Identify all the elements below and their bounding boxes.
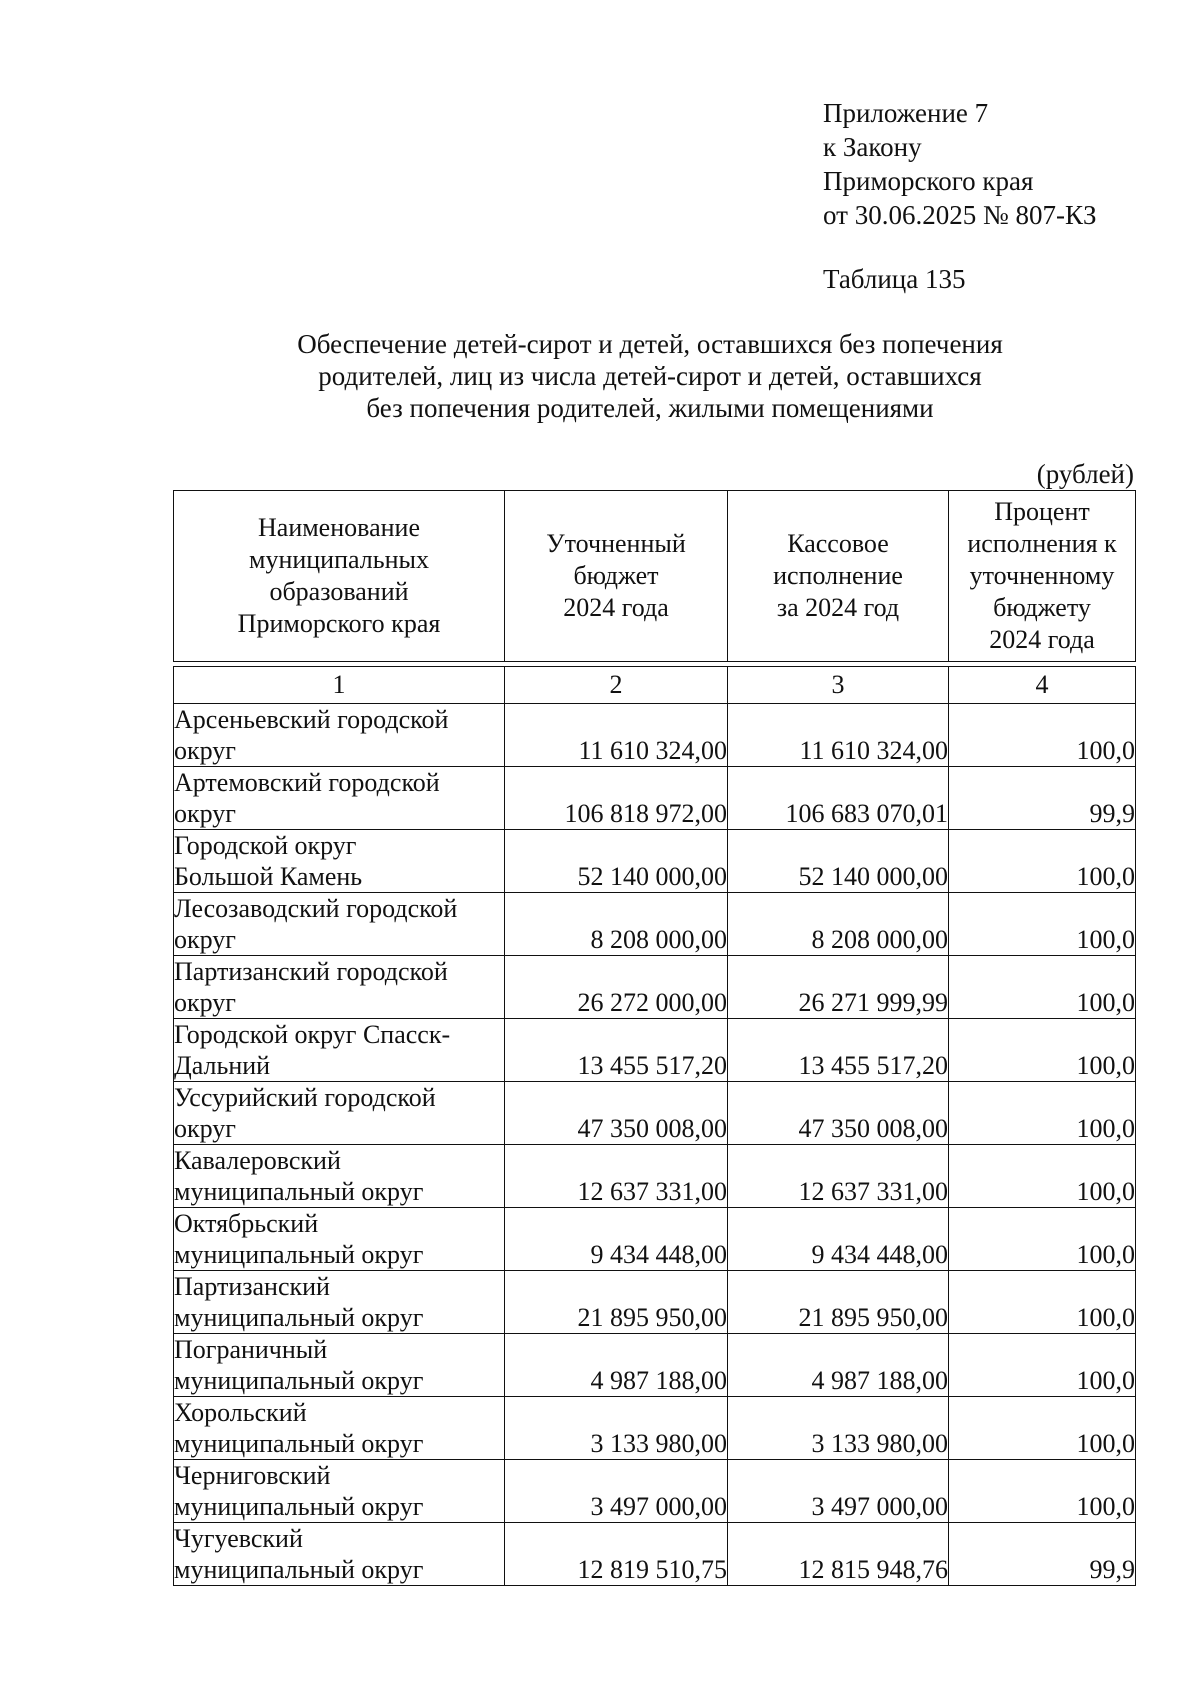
municipality-name-line: округ: [174, 925, 236, 954]
table-row: [174, 830, 1136, 893]
header-text: Кассовое: [787, 529, 889, 558]
municipality-name: [174, 830, 505, 893]
title-line: родителей, лиц из числа детей-сирот и детей, оставшихся: [318, 361, 982, 391]
municipality-name: [174, 767, 505, 830]
executed-value: 4 987 188,00: [728, 1334, 949, 1397]
budget-value: 21 895 950,00: [505, 1271, 728, 1334]
municipality-name: [174, 1523, 505, 1586]
municipality-name: [174, 1208, 505, 1271]
appendix-line: от 30.06.2025 № 807-КЗ: [823, 200, 1097, 230]
percent-value: 100,0: [949, 704, 1136, 767]
municipality-name-line: Октябрьский: [174, 1209, 319, 1238]
budget-value: 52 140 000,00: [505, 830, 728, 893]
municipality-name: [174, 704, 505, 767]
executed-value: 8 208 000,00: [728, 893, 949, 956]
municipality-name: [174, 1460, 505, 1523]
executed-value: 3 497 000,00: [728, 1460, 949, 1523]
header-text: уточненному: [969, 561, 1115, 590]
column-number: 4: [949, 667, 1136, 704]
percent-value: 100,0: [949, 1334, 1136, 1397]
document-title: [200, 328, 1100, 424]
budget-value: 106 818 972,00: [505, 767, 728, 830]
municipality-name: [174, 1334, 505, 1397]
executed-value: 13 455 517,20: [728, 1019, 949, 1082]
header-text: за 2024 год: [776, 593, 900, 622]
budget-value: 11 610 324,00: [505, 704, 728, 767]
budget-value: 3 133 980,00: [505, 1397, 728, 1460]
municipality-name-line: Большой Камень: [174, 862, 363, 891]
municipality-name-line: Арсеньевский городской: [174, 705, 449, 734]
table-row: [174, 1334, 1136, 1397]
percent-value: 100,0: [949, 1019, 1136, 1082]
municipality-name-line: Кавалеровский: [174, 1146, 341, 1175]
table-row: [174, 1460, 1136, 1523]
budget-value: 8 208 000,00: [505, 893, 728, 956]
table-row: [174, 956, 1136, 1019]
header-text: бюджет: [573, 561, 659, 590]
budget-value: 26 272 000,00: [505, 956, 728, 1019]
executed-value: 11 610 324,00: [728, 704, 949, 767]
municipality-name-line: муниципальный округ: [174, 1555, 424, 1584]
header-text: образований: [269, 577, 409, 606]
title-line: без попечения родителей, жилыми помещениями: [366, 393, 934, 423]
table-row: [174, 1397, 1136, 1460]
municipality-name-line: Городской округ Спасск-: [174, 1020, 451, 1049]
municipality-name-line: округ: [174, 988, 236, 1017]
budget-value: 4 987 188,00: [505, 1334, 728, 1397]
percent-value: 100,0: [949, 893, 1136, 956]
percent-value: 99,9: [949, 1523, 1136, 1586]
municipality-name-line: Городской округ: [174, 831, 357, 860]
municipality-name: [174, 1145, 505, 1208]
municipality-name-line: Артемовский городской: [174, 768, 440, 797]
percent-value: 99,9: [949, 767, 1136, 830]
header-percent: [949, 491, 1136, 662]
municipality-name-line: Хорольский: [174, 1398, 307, 1427]
percent-value: 100,0: [949, 1082, 1136, 1145]
header-text: 2024 года: [563, 593, 669, 622]
budget-value: 3 497 000,00: [505, 1460, 728, 1523]
header-text: исполнение: [773, 561, 903, 590]
municipality-name-line: муниципальный округ: [174, 1366, 424, 1395]
budget-value: 13 455 517,20: [505, 1019, 728, 1082]
percent-value: 100,0: [949, 956, 1136, 1019]
table-row: [174, 893, 1136, 956]
header-text: Уточненный: [546, 529, 686, 558]
municipality-name-line: округ: [174, 799, 236, 828]
header-text: исполнения к: [967, 529, 1117, 558]
municipality-name: [174, 893, 505, 956]
executed-value: 3 133 980,00: [728, 1397, 949, 1460]
executed-value: 26 271 999,99: [728, 956, 949, 1019]
budget-value: 12 819 510,75: [505, 1523, 728, 1586]
percent-value: 100,0: [949, 1145, 1136, 1208]
table-row: [174, 704, 1136, 767]
table-row: [174, 1082, 1136, 1145]
municipality-name-line: муниципальный округ: [174, 1240, 424, 1269]
table-header-row: [174, 491, 1136, 662]
percent-value: 100,0: [949, 1460, 1136, 1523]
header-text: Приморского края: [237, 609, 441, 638]
table-row: [174, 1271, 1136, 1334]
municipality-name-line: Чугуевский: [174, 1524, 303, 1553]
budget-value: 9 434 448,00: [505, 1208, 728, 1271]
header-text: Наименование: [258, 513, 420, 542]
budget-value: 12 637 331,00: [505, 1145, 728, 1208]
column-number: 3: [728, 667, 949, 704]
header-executed: [728, 491, 949, 662]
municipality-name-line: округ: [174, 736, 236, 765]
municipality-name: [174, 1082, 505, 1145]
appendix-block: [823, 96, 1096, 232]
title-line: Обеспечение детей-сирот и детей, оставшихся без попечения: [297, 329, 1003, 359]
header-text: бюджету: [993, 593, 1091, 622]
table-row: [174, 1208, 1136, 1271]
executed-value: 47 350 008,00: [728, 1082, 949, 1145]
appendix-line: Приложение 7: [823, 98, 989, 128]
table-body: [174, 704, 1136, 1586]
municipality-name: [174, 1019, 505, 1082]
percent-value: 100,0: [949, 830, 1136, 893]
executed-value: 21 895 950,00: [728, 1271, 949, 1334]
table-row: [174, 1019, 1136, 1082]
executed-value: 12 637 331,00: [728, 1145, 949, 1208]
appendix-line: к Закону: [823, 132, 922, 162]
header-text: 2024 года: [989, 625, 1095, 654]
municipality-name: [174, 956, 505, 1019]
header-municipality: [174, 491, 505, 662]
municipality-name-line: Лесозаводский городской: [174, 894, 458, 923]
table-number: Таблица 135: [823, 264, 966, 294]
municipality-name-line: округ: [174, 1114, 236, 1143]
appendix-line: Приморского края: [823, 166, 1034, 196]
header-text: Процент: [994, 497, 1090, 526]
percent-value: 100,0: [949, 1397, 1136, 1460]
budget-value: 47 350 008,00: [505, 1082, 728, 1145]
executed-value: 12 815 948,76: [728, 1523, 949, 1586]
table-row: [174, 767, 1136, 830]
executed-value: 52 140 000,00: [728, 830, 949, 893]
percent-value: 100,0: [949, 1208, 1136, 1271]
column-number: 2: [505, 667, 728, 704]
column-number: 1: [174, 667, 505, 704]
table-row: [174, 1145, 1136, 1208]
municipality-name-line: Партизанский: [174, 1272, 330, 1301]
units-label: (рублей): [1036, 459, 1134, 489]
municipality-name-line: муниципальный округ: [174, 1177, 424, 1206]
executed-value: 9 434 448,00: [728, 1208, 949, 1271]
municipality-name-line: муниципальный округ: [174, 1492, 424, 1521]
column-number-row: [174, 667, 1136, 704]
header-text: муниципальных: [248, 545, 429, 574]
municipality-name-line: муниципальный округ: [174, 1303, 424, 1332]
municipality-name-line: Дальний: [174, 1051, 271, 1080]
municipality-name-line: муниципальный округ: [174, 1429, 424, 1458]
budget-table: [173, 490, 1136, 1586]
table-row: [174, 1523, 1136, 1586]
municipality-name-line: Пограничный: [174, 1335, 328, 1364]
municipality-name-line: Черниговский: [174, 1461, 331, 1490]
municipality-name: [174, 1271, 505, 1334]
municipality-name-line: Партизанский городской: [174, 957, 448, 986]
municipality-name: [174, 1397, 505, 1460]
executed-value: 106 683 070,01: [728, 767, 949, 830]
header-budget: [505, 491, 728, 662]
municipality-name-line: Уссурийский городской: [174, 1083, 436, 1112]
percent-value: 100,0: [949, 1271, 1136, 1334]
